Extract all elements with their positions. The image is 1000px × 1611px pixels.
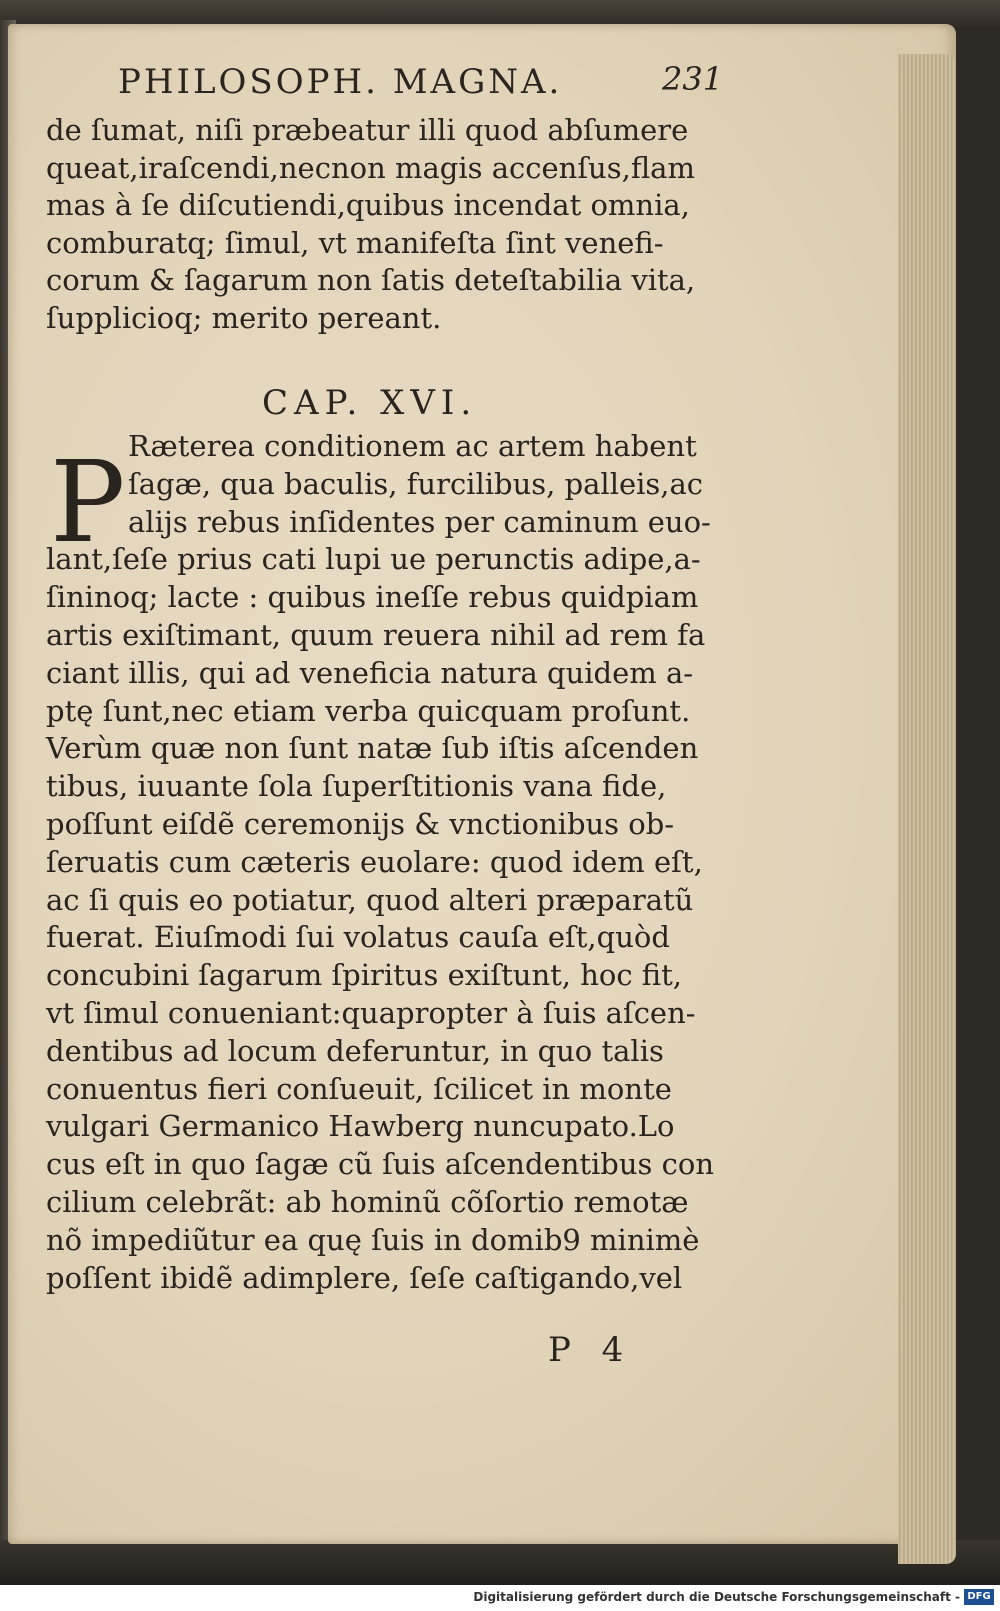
funding-credit: Digitalisierung gefördert durch die Deutsche Forschungsgemeinschaft - [473, 1590, 960, 1604]
text-line: corum & ſagarum non ſatis deteſtabilia vita, [46, 263, 696, 297]
text-line: ſupplicioq; merito pereant. [46, 300, 442, 335]
text-line: ciant illis, qui ad veneficia natura quidem a- [46, 655, 694, 690]
text-line: Ræterea conditionem ac artem habent [128, 429, 697, 463]
scan-bottom-border [0, 1540, 1000, 1585]
text-block-top [46, 112, 766, 337]
text-line: vulgari Germanico Hawberg nuncupato.Lo [46, 1109, 675, 1144]
text-line: Verùm quæ non ſunt natæ ſub iſtis aſcenden [46, 731, 699, 766]
text-line: fuerat. Eiuſmodi ſui volatus cauſa eſt,quòd [46, 920, 670, 955]
text-line: mas à ſe diſcutiendi,quibus incendat omnia, [46, 188, 690, 222]
text-line: ac ſi quis eo potiatur, quod alteri præparatũ [46, 882, 694, 917]
text-line: vt ſimul conueniant:quapropter à ſuis aſcen- [46, 995, 696, 1030]
text-line: comburatq; ſimul, vt manifeſta ſint venefi- [46, 225, 664, 260]
text-line: ptę ſunt,nec etiam verba quicquam proſunt. [46, 693, 691, 728]
text-line: ſininoq; lacte : quibus ineſſe rebus quidpiam [46, 580, 699, 615]
text-line: alijs rebus inſidentes per caminum euo- [128, 504, 711, 539]
text-line: lant,ſeſe prius cati lupi ue perunctis adipe,a- [46, 542, 701, 577]
text-line: artis exiſtimant, quum reuera nihil ad rem fa [46, 617, 706, 652]
text-line: poſſunt eiſdẽ ceremonijs & vnctionibus ob- [46, 806, 675, 841]
text-line: cilium celebrãt: ab hominũ cõſortio remotæ [46, 1184, 689, 1219]
running-head: PHILOSOPH. MAGNA. [118, 62, 563, 102]
page-number: 231 [662, 60, 724, 98]
drop-cap: P [50, 438, 126, 568]
text-block-chapter [46, 428, 776, 1297]
text-line: conuentus fieri conſueuit, ſcilicet in monte [46, 1071, 672, 1106]
text-line: ſeruatis cum cæteris euolare: quod idem eſt, [46, 844, 703, 879]
text-line: nõ impediũtur ea quę ſuis in domib9 minimè [46, 1222, 700, 1257]
chapter-heading: CAP. XVI. [262, 383, 478, 423]
text-line: concubini ſagarum ſpiritus exiſtunt, hoc fit, [46, 958, 683, 993]
text-line: queat,iraſcendi,necnon magis accenſus,flam [46, 150, 695, 185]
signature-mark: P 4 [548, 1330, 634, 1370]
text-line: cus eſt in quo ſagæ cũ ſuis aſcendentibus con [46, 1147, 715, 1182]
text-line: poſſent ibidẽ adimplere, ſeſe caſtigando,vel [46, 1260, 683, 1295]
text-line: dentibus ad locum deferuntur, in quo talis [46, 1033, 664, 1068]
text-line: de ſumat, niſi præbeatur illi quod abſumere [46, 113, 689, 147]
footer-bar [0, 1585, 1000, 1611]
text-line: tibus, iuuante ſola ſuperſtitionis vana fide, [46, 769, 667, 804]
dfg-logo-icon: DFG [964, 1589, 994, 1605]
text-line: ſagæ, qua baculis, furcilibus, palleis,ac [128, 466, 704, 501]
page-stack-edges [898, 54, 956, 1564]
